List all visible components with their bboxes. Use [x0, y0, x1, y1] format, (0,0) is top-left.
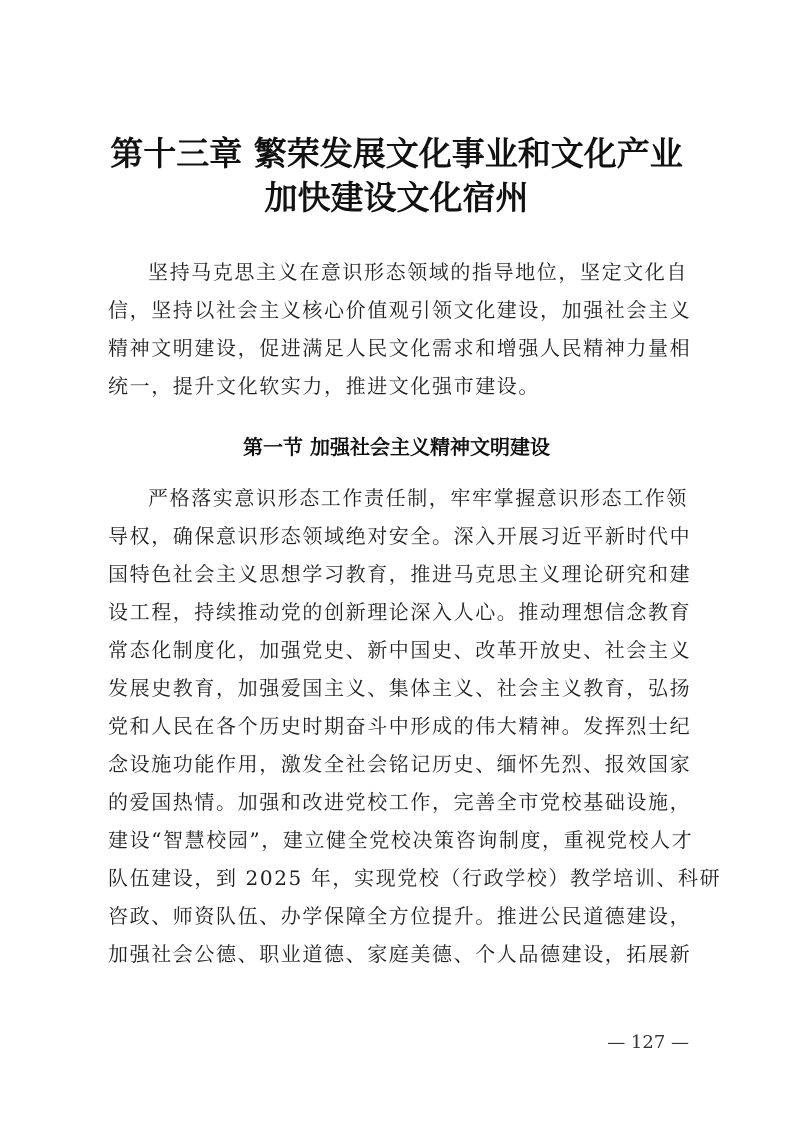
paragraph-line: 咨政、师资队伍、办学保障全方位提升。推进公民道德建设，: [108, 904, 692, 928]
paragraph-line: 设工程，持续推动党的创新理论深入人心。推动理想信念教育: [108, 600, 692, 624]
paragraph-line: 加强社会公德、职业道德、家庭美德、个人品德建设，拓展新: [108, 942, 692, 966]
paragraph-line: 严格落实意识形态工作责任制，牢牢掌握意识形态工作领: [148, 486, 688, 510]
section-title: 第一节 加强社会主义精神文明建设: [243, 435, 550, 459]
chapter-title: [0, 132, 793, 220]
paragraph-line: 的爱国热情。加强和改进党校工作，完善全市党校基础设施，: [108, 790, 692, 814]
paragraph-line: 精神文明建设，促进满足人民文化需求和增强人民精神力量相: [108, 336, 692, 360]
paragraph-line: 常态化制度化，加强党史、新中国史、改革开放史、社会主义: [108, 638, 692, 662]
paragraph-line: 国特色社会主义思想学习教育，推进马克思主义理论研究和建: [108, 562, 692, 586]
paragraph-line: 发展史教育，加强爱国主义、集体主义、社会主义教育，弘扬: [108, 676, 692, 700]
body-paragraph: [108, 479, 722, 973]
paragraph-line: 建设“智慧校园”，建立健全党校决策咨询制度，重视党校人才: [108, 828, 694, 852]
chapter-subtitle-line: 加快建设文化宿州: [264, 178, 529, 217]
paragraph-line: 信，坚持以社会主义核心价值观引领文化建设，加强社会主义: [108, 298, 692, 322]
paragraph-line: 统一，提升文化软实力，推进文化强市建设。: [108, 374, 540, 398]
page-number: — 127 —: [607, 1032, 689, 1053]
paragraph-line: 党和人民在各个历史时期奋斗中形成的伟大精神。发挥烈士纪: [108, 714, 692, 738]
paragraph-line: 队伍建设，到 2025 年，实现党校（行政学校）教学培训、科研: [108, 866, 722, 890]
paragraph-line: 念设施功能作用，激发全社会铭记历史、缅怀先烈、报效国家: [108, 752, 692, 776]
intro-paragraph: [108, 253, 692, 405]
paragraph-line: 坚持马克思主义在意识形态领域的指导地位，坚定文化自: [148, 260, 688, 284]
chapter-title-line: 第十三章 繁荣发展文化事业和文化产业: [110, 134, 683, 173]
paragraph-line: 导权，确保意识形态领域绝对安全。深入开展习近平新时代中: [108, 524, 692, 548]
